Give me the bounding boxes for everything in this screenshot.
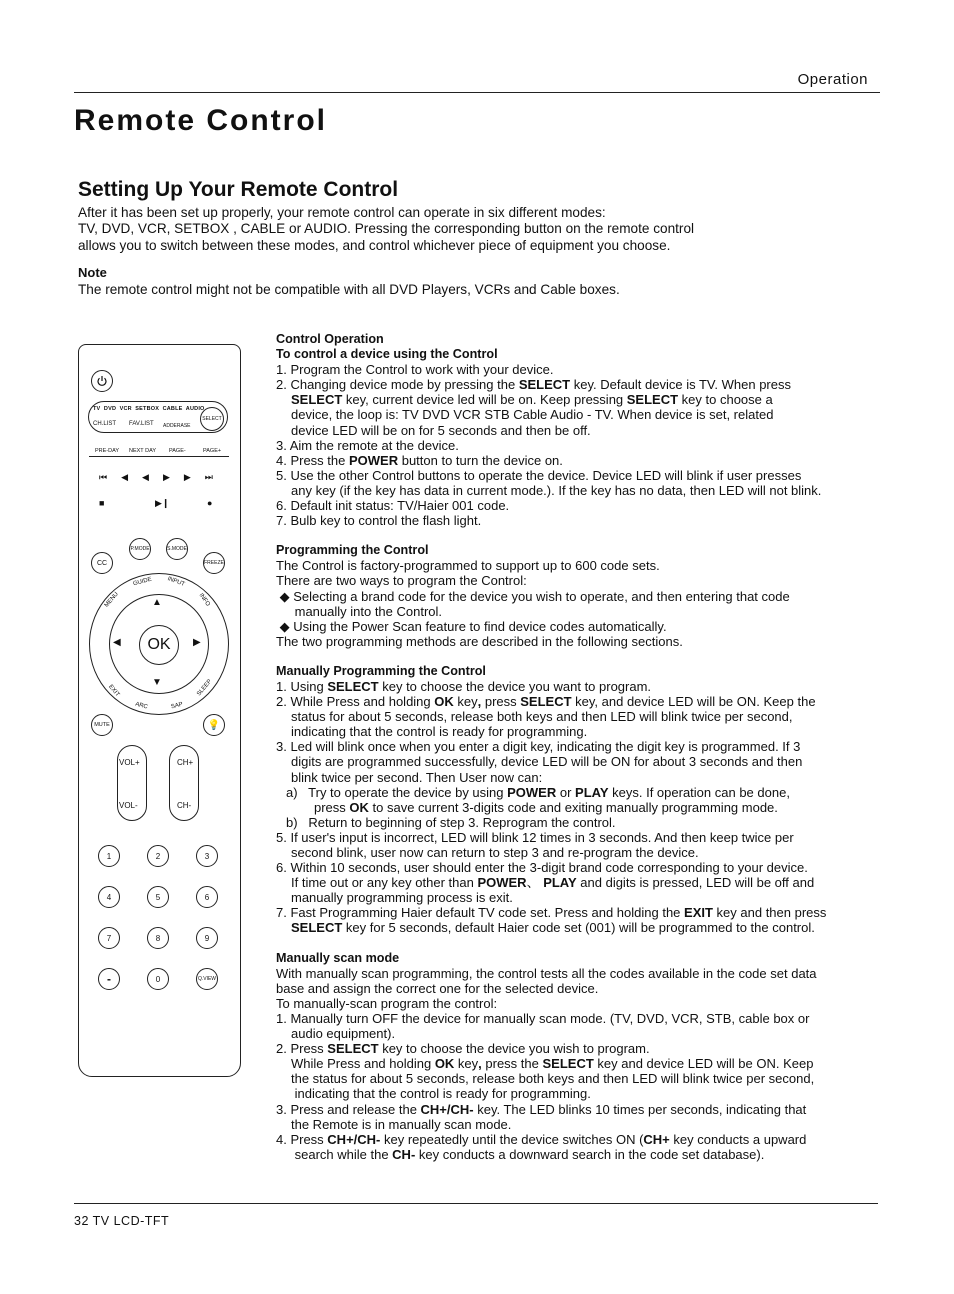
section-title: Setting Up Your Remote Control	[78, 178, 399, 201]
input-label: INPUT	[166, 576, 186, 588]
arrow-up-icon: ▲	[152, 597, 162, 608]
page-title: Remote Control	[74, 104, 327, 137]
stop-icon: ■	[99, 498, 105, 508]
arrow-right-icon: ▶	[193, 637, 201, 648]
digit-0-button: 0	[147, 968, 169, 990]
nextday-label: NEXT DAY	[129, 448, 156, 454]
dash-button: -	[98, 968, 120, 990]
page-plus-label: PAGE+	[203, 448, 222, 454]
chlist-label: CH.LIST	[93, 421, 117, 427]
arrow-down-icon: ▼	[152, 677, 162, 688]
vol-plus-label: VOL+	[119, 758, 140, 767]
divider	[89, 456, 229, 457]
mode-labels: TV DVD VCR SETBOX CABLE AUDIO	[93, 406, 205, 412]
digit-3-button: 3	[196, 845, 218, 867]
instructions-column: Control Operation To control a device using the Control 1. Program the Control to work with your device. 2. Changing device mode by pressing the SELECT key. Default device is TV. When press SELECT key, current device led will be on. Keep pressing SELECT key to choose a device, the loop is: TV DVD VCR STB Cable Audio - TV. When device is set, related device LED will be on for 5 seconds and then be off. 3. Aim the remote at the device. 4. Press the POWER button to turn the device on. 5. Use the other Control buttons to operate the device. Device LED will blink if user presses any key (if the key has data in current mode.). If the key has no data, then LED will not blink. 6. Default init status: TV/Haier 001 code. 7. Bulb key to control the flash light. Programming the Control The Control is factory-programmed to support up to 600 code sets. There are two ways to program the Control: ◆ Selecting a brand code for the device you wish to operate, and then entering that code manually into the Control. ◆ Using the Power Scan feature to find device codes automatically. The two programming methods are described in the following sections. Manually Programming the Control 1. Using SELECT key to choose the device you want to program. 2. While Press and holding OK key, press SELECT key, and device LED will be ON. Keep the status for about 5 seconds, release both keys and then LED will blink twice per second, indicating that the control is ready for programming. 3. Led will blink once when you enter a digit key, indicating the digit key is programmed. If 3 digits are programmed successfully, device LED will be ON for about 3 seconds and then blink twice per second. Then User now can: a) Try to operate the device by using POWER or PLAY keys. If operation can be done, press OK to save current 3-digits code and exiting manually programming mode. b) Return to beginning of step 3. Reprogram the control. 5. If user's input is incorrect, LED will blink 12 times in 3 seconds. And then keep twice per second blink, user now can return to step 3 and re-program the device. 6. Within 10 seconds, user should enter the 3-digit brand code corresponding to your device. If time out or any key other than POWER、 PLAY and digits is pressed, LED will be off and manually programming process is exit. 7. Fast Programming Haier default TV code set. Press and holding the EXIT key and then press SELECT key for 5 seconds, default Haier code set (001) will be programmed to the control. Manually scan mode With manually scan programming, the control tests all the codes available in the code set data base and assign the correct one for the selected device. To manually-scan program the control: 1. Manually turn OFF the device for manually scan mode. (TV, DVD, VCR, STB, cable box or audio equipment). 2. Press SELECT key to choose the device you wish to program. While Press and holding OK key, press the SELECT key and device LED will be ON. Keep the status for about 5 seconds, release both keys and then LED will blink twice per second, indicating that the control is ready for programming. 3. Press and release the CH+/CH- key. The LED blinks 10 times per seconds, indicating that the Remote is in manually scan mode. 4. Press CH+/CH- key repeatedly until the device switches ON (CH+ key conducts a upward search while the CH- key conducts a downward search in the code set database).	[276, 332, 898, 1162]
light-button	[203, 714, 225, 736]
vol-minus-label: VOL-	[119, 801, 138, 810]
cc-button: CC	[91, 552, 113, 574]
power-icon	[96, 375, 108, 387]
note-heading: Note	[78, 265, 107, 280]
page-footer: 32 TV LCD-TFT	[74, 1214, 170, 1228]
preday-label: PRE-DAY	[95, 448, 120, 454]
mute-button: MUTE	[91, 714, 113, 736]
ch-minus-label: CH-	[177, 801, 192, 810]
pmode-button: P.MODE	[129, 538, 151, 560]
menu-label: MENU	[103, 591, 120, 609]
ok-button: OK	[139, 625, 179, 665]
arrow-left-icon: ◀	[113, 637, 121, 648]
transport-row-1: ⏮◀◀▶▶⏭	[99, 472, 227, 482]
heading-scan-mode: Manually scan mode	[276, 950, 400, 965]
select-button: SELECT	[200, 407, 224, 431]
remote-control-illustration	[78, 344, 241, 1077]
adderase-label: ADDERASE	[163, 423, 191, 429]
digit-9-button: 9	[196, 927, 218, 949]
sleep-label: SLEEP	[196, 678, 214, 698]
power-button	[91, 370, 113, 392]
digit-7-button: 7	[98, 927, 120, 949]
heading-to-control-device: To control a device using the Control	[276, 347, 498, 362]
freeze-button: FREEZE	[203, 552, 225, 574]
digit-1-button: 1	[98, 845, 120, 867]
guide-label: GUIDE	[132, 576, 153, 588]
arc-label: ARC	[134, 701, 149, 711]
exit-label: EXIT	[107, 683, 121, 699]
smode-button: S.MODE	[166, 538, 188, 560]
digit-2-button: 2	[147, 845, 169, 867]
digit-5-button: 5	[147, 886, 169, 908]
qview-button: Q.VIEW	[196, 968, 218, 990]
page-minus-label: PAGE-	[169, 448, 186, 454]
footer-rule	[74, 1203, 878, 1204]
intro-paragraph: After it has been set up properly, your remote control can operate in six different modes: TV, DVD, VCR, SETBOX , CABLE or AUDIO. Pressing the corresponding button on the remote control allows you to switch between these modes, and control whichever piece of equipment you choose.	[78, 205, 695, 253]
header-rule	[74, 92, 880, 93]
digit-8-button: 8	[147, 927, 169, 949]
record-icon: ●	[207, 498, 213, 508]
digit-6-button: 6	[196, 886, 218, 908]
digit-4-button: 4	[98, 886, 120, 908]
favlist-label: FAV.LIST	[129, 421, 154, 427]
sap-label: SAP	[170, 701, 184, 711]
heading-control-operation: Control Operation	[276, 332, 384, 346]
heading-manual-programming: Manually Programming the Control	[276, 663, 486, 678]
ch-plus-label: CH+	[177, 758, 194, 767]
heading-programming: Programming the Control	[276, 543, 429, 558]
note-text: The remote control might not be compatible with all DVD Players, VCRs and Cable boxes.	[78, 282, 620, 297]
play-pause-icon: ▶❙	[155, 498, 170, 508]
info-label: INFO	[197, 592, 211, 608]
bulb-icon: 💡	[207, 719, 221, 731]
section-label: Operation	[797, 71, 868, 88]
